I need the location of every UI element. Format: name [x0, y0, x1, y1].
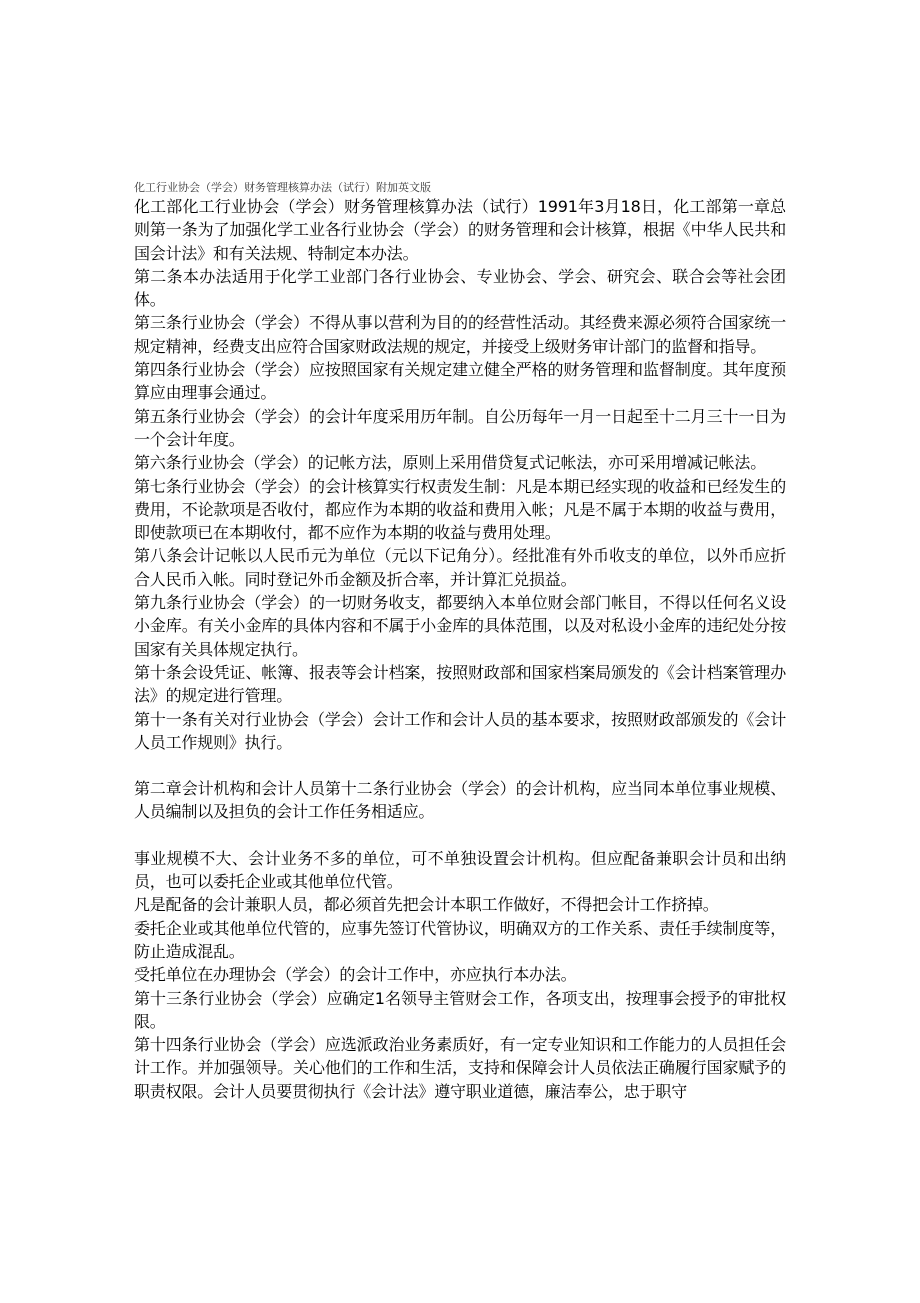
paragraph-article12-detail4: 受托单位在办理协会（学会）的会计工作中，亦应执行本办法。 — [134, 965, 577, 985]
paragraph-article14: 第十四条行业协会（学会）应选派政治业务素质好，有一定专业知识和工作能力的人员担任会计工作。并加强领导。关心他们的工作和生活，支持和保障会计人员依法正确履行国家赋予的职责权限。会计人员要贯彻执行《会计法》遵守职业道德，廉洁奉公，忠于职守 — [134, 1035, 786, 1101]
document-header: 化工行业协会（学会）财务管理核算办法（试行）附加英文版 — [134, 181, 431, 194]
paragraph-article4: 第四条行业协会（学会）应按照国家有关规定建立健全严格的财务管理和监督制度。其年度预算应由理事会通过。 — [134, 360, 786, 403]
paragraph-article5: 第五条行业协会（学会）的会计年度采用历年制。自公历每年一月一日起至十二月三十一日为一个会计年度。 — [134, 406, 786, 449]
paragraph-chapter1-article1: 化工部化工行业协会（学会）财务管理核算办法（试行）1991年3月18日，化工部第一章总则第一条为了加强化学工业各行业协会（学会）的财务管理和会计核算，根据《中华人民共和国会计法》和有关法规、特制定本办法。 — [134, 197, 786, 263]
paragraph-article9: 第九条行业协会（学会）的一切财务收支，都要纳入本单位财会部门帐目，不得以任何名义设小金库。有关小金库的具体内容和不属于小金库的具体范围，以及对私设小金库的违纪处分按国家有关具体规定执行。 — [134, 593, 786, 659]
paragraph-article7: 第七条行业协会（学会）的会计核算实行权责发生制：凡是本期已经实现的收益和已经发生的费用，不论款项是否收付，都应作为本期的收益和费用入帐；凡是不属于本期的收益与费用，即使款项已在本期收付，都不应作为本期的收益与费用处理。 — [134, 476, 786, 543]
paragraph-chapter2-article12: 第二章会计机构和会计人员第十二条行业协会（学会）的会计机构，应当同本单位事业规模、人员编制以及担负的会计工作任务相适应。 — [134, 779, 786, 822]
paragraph-article10: 第十条会设凭证、帐簿、报表等会计档案，按照财政部和国家档案局颁发的《会计档案管理办法》的规定进行管理。 — [134, 662, 786, 706]
paragraph-article12-detail1: 事业规模不大、会计业务不多的单位，可不单独设置会计机构。但应配备兼职会计员和出纳员，也可以委托企业或其他单位代管。 — [134, 848, 786, 892]
paragraph-article12-detail3: 委托企业或其他单位代管的，应事先签订代管协议，明确双方的工作关系、责任手续制度等，防止造成混乱。 — [134, 918, 786, 961]
paragraph-article2: 第二条本办法适用于化学工业部门各行业协会、专业协会、学会、研究会、联合会等社会团体。 — [134, 266, 786, 310]
paragraph-article3: 第三条行业协会（学会）不得从事以营利为目的的经营性活动。其经费来源必须符合国家统一规定精神，经费支出应符合国家财政法规的规定，并接受上级财务审计部门的监督和指导。 — [134, 313, 786, 356]
document-body — [134, 195, 786, 1103]
paragraph-article6: 第六条行业协会（学会）的记帐方法，原则上采用借贷复式记帐法，亦可采用增减记帐法。 — [134, 453, 767, 473]
paragraph-article13: 第十三条行业协会（学会）应确定1名领导主管财会工作，各项支出，按理事会授予的审批权限。 — [134, 988, 786, 1031]
paragraph-article11: 第十一条有关对行业协会（学会）会计工作和会计人员的基本要求，按照财政部颁发的《会计人员工作规则》执行。 — [134, 709, 786, 752]
paragraph-article12-detail2: 凡是配备的会计兼职人员，都必须首先把会计本职工作做好，不得把会计工作挤掉。 — [134, 895, 719, 915]
paragraph-article8: 第八条会计记帐以人民币元为单位（元以下记角分）。经批准有外币收支的单位，以外币应折合人民币入帐。同时登记外币金额及折合率，并计算汇兑损益。 — [134, 546, 786, 589]
